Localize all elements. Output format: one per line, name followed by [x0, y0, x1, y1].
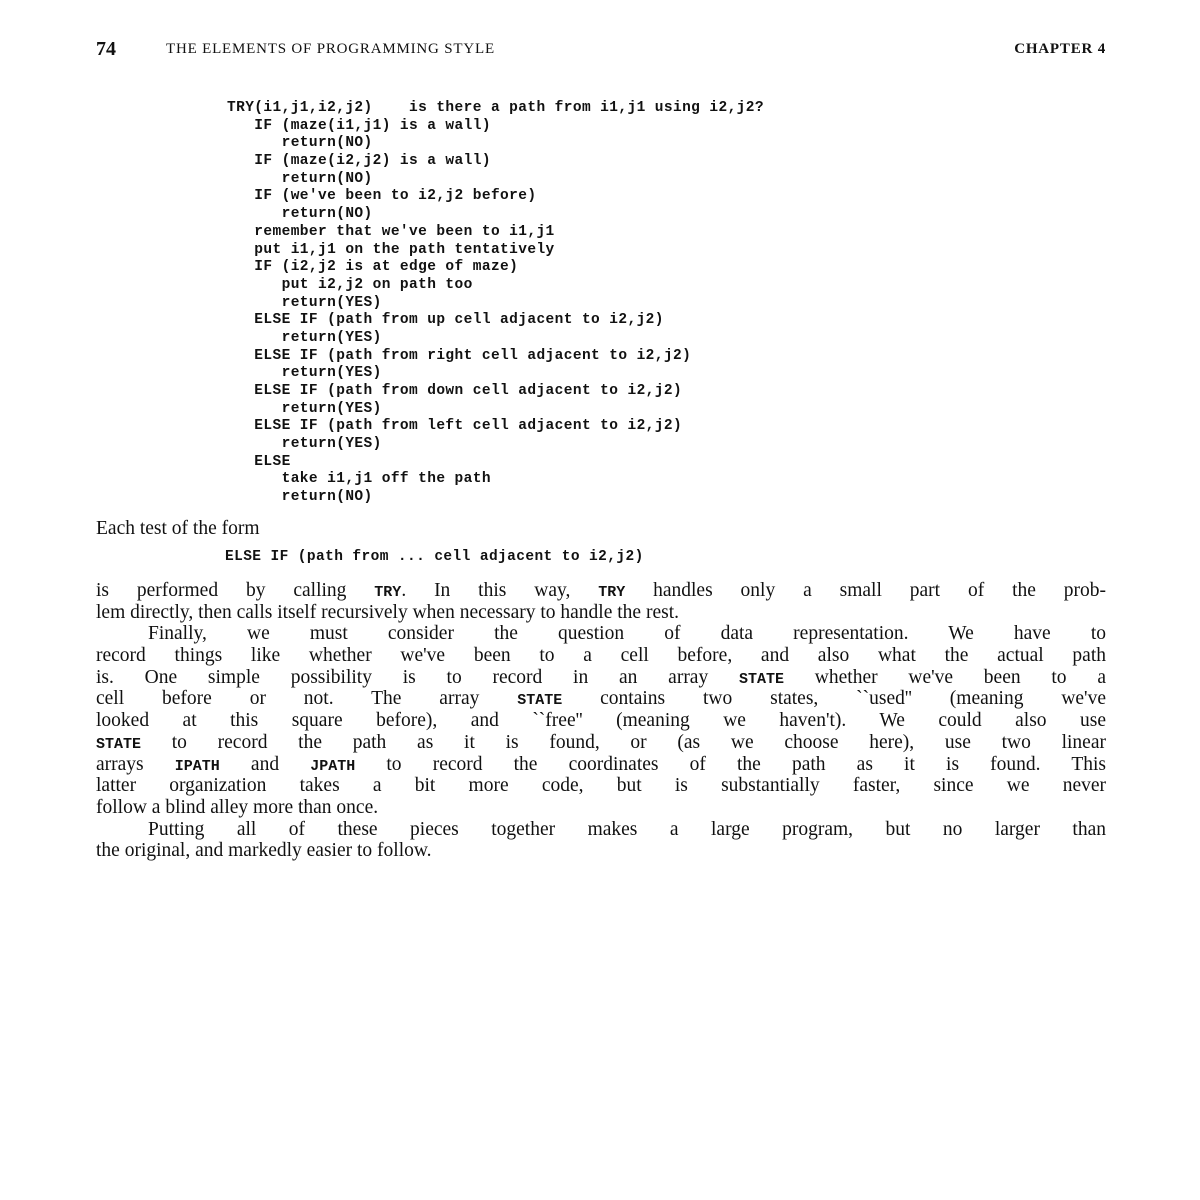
text-line [96, 623, 1106, 645]
code-line: return(NO) [227, 489, 373, 506]
text-run: arrays [96, 753, 175, 775]
code-line: return(YES) [227, 400, 382, 417]
text-run: . In this way, [401, 580, 599, 601]
code-line: put i2,j2 on path too [227, 276, 473, 293]
code-line: ELSE [227, 453, 291, 470]
text-run: follow a blind alley more than once. [96, 796, 379, 818]
text-run: and [219, 753, 311, 775]
text-line [96, 602, 1106, 624]
code-line: return(YES) [227, 329, 382, 346]
pseudocode-block [227, 100, 764, 507]
code-line: IF (maze(i2,j2) is a wall) [227, 153, 491, 170]
text-line [96, 710, 1106, 732]
code-identifier: JPATH [310, 757, 356, 775]
code-line: ELSE IF (path from right cell adjacent to i2,j2) [227, 347, 692, 364]
text-run: cell before or not. The array [96, 688, 518, 710]
code-line: ELSE IF (path from down cell adjacent to i2,j2) [227, 383, 683, 399]
code-line: return(YES) [227, 365, 382, 382]
text-run: whether we've been to a [784, 666, 1106, 688]
text-line [96, 775, 1106, 797]
code-line: return(YES) [227, 436, 382, 453]
code-line: take i1,j1 off the path [227, 471, 491, 488]
code-line: return(NO) [227, 170, 373, 187]
text-run: the original, and markedly easier to follow. [96, 840, 432, 862]
text-line [96, 840, 1106, 862]
code-identifier: STATE [96, 735, 142, 753]
text-run: handles only a small part of the prob- [625, 580, 1107, 601]
code-identifier: STATE [517, 692, 563, 710]
text-line [96, 688, 1106, 710]
text-run: is performed by calling [96, 580, 375, 601]
text-run: latter organization takes a bit more code, but is substantially faster, since we never [96, 775, 1106, 797]
code-line: return(NO) [227, 206, 373, 223]
chapter-label: CHAPTER 4 [1014, 41, 1106, 57]
text-run: contains two states, ``used'' (meaning we've [562, 688, 1106, 710]
text-line [96, 797, 1106, 819]
code-line: return(YES) [227, 294, 382, 311]
code-identifier: STATE [739, 670, 785, 688]
code-line: remember that we've been to i1,j1 [227, 223, 555, 240]
code-line: IF (i2,j2 is at edge of maze) [227, 259, 519, 276]
text-line [96, 819, 1106, 841]
text-run: to record the coordinates of the path as it is found. This [355, 753, 1106, 775]
text-line [96, 667, 1106, 689]
code-line: IF (maze(i1,j1) is a wall) [227, 117, 491, 134]
text-run: lem directly, then calls itself recursively when necessary to handle the rest. [96, 601, 679, 623]
text-run: record things like whether we've been to a cell before, and also what the actual path [96, 645, 1106, 667]
intro-text: Each test of the form [96, 518, 260, 539]
body-text [96, 580, 1106, 862]
text-run: looked at this square before), and ``free'' (meaning we haven't). We could also use [96, 710, 1106, 732]
code-identifier: TRY [374, 584, 402, 601]
code-identifier: TRY [598, 584, 626, 601]
text-line [96, 580, 1106, 602]
text-run: Finally, we must consider the question of data representation. We have to [148, 623, 1106, 645]
text-run: Putting all of these pieces together makes a large program, but no larger than [148, 818, 1106, 840]
code-line: ELSE IF (path from up cell adjacent to i2,j2) [227, 312, 664, 329]
text-line [96, 732, 1106, 754]
inline-code-example: ELSE IF (path from ... cell adjacent to i2,j2) [225, 549, 644, 565]
code-line: IF (we've been to i2,j2 before) [227, 188, 537, 205]
code-identifier: IPATH [174, 757, 220, 775]
book-title: THE ELEMENTS OF PROGRAMMING STYLE [166, 41, 495, 57]
code-line: return(NO) [227, 135, 373, 152]
text-run: to record the path as it is found, or (as we choose here), use two linear [141, 731, 1106, 753]
page-number: 74 [96, 38, 116, 60]
text-run: is. One simple possibility is to record in an array [96, 666, 739, 688]
code-line: put i1,j1 on the path tentatively [227, 241, 555, 258]
code-line: TRY(i1,j1,i2,j2) is there a path from i1,j1 using i2,j2? [227, 100, 764, 116]
running-header [96, 38, 1106, 62]
code-line: ELSE IF (path from left cell adjacent to i2,j2) [227, 418, 683, 435]
text-line [96, 645, 1106, 667]
text-line [96, 754, 1106, 776]
